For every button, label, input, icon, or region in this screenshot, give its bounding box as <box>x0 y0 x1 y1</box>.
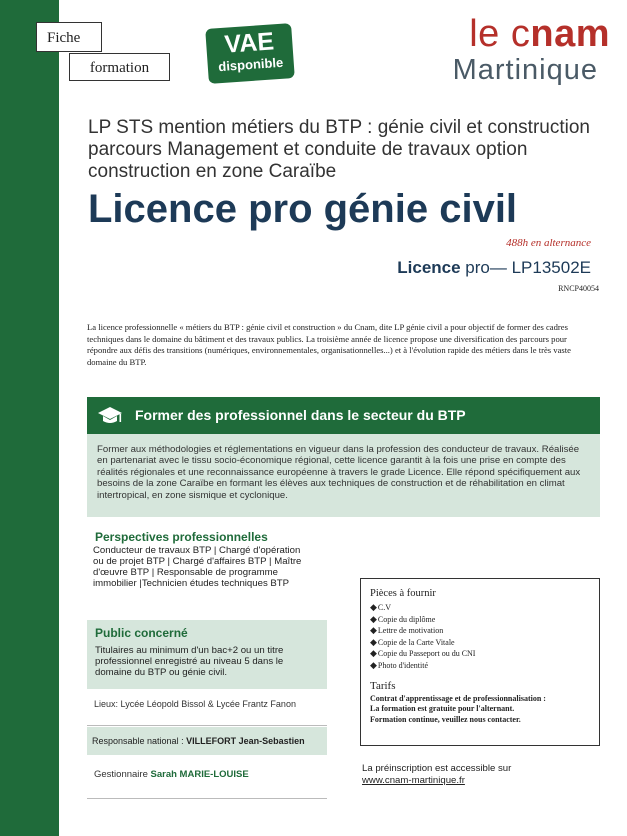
perspectives-text: Conducteur de travaux BTP | Chargé d'opération ou de projet BTP | Chargé d'affaires BTP | Maître d'œuvre BTP | Responsable de programme immobilier |Technicien études techniques BTP <box>93 545 302 589</box>
list-item-label: Photo d'identité <box>377 660 429 670</box>
list-item <box>370 625 590 637</box>
lieux-text: Lieux: Lycée Léopold Bissol & Lycée Frantz Fanon <box>87 693 327 726</box>
list-item <box>370 660 590 672</box>
vae-badge <box>205 23 295 84</box>
diploma-code-bold: Licence <box>397 258 461 277</box>
perspectives-title: Perspectives professionnelles <box>95 530 268 544</box>
section-title: Former des professionnel dans le secteur du BTP <box>135 407 466 423</box>
tarifs-line: Formation continue, veuillez nous contacter. <box>370 715 521 725</box>
preinscription-text: La préinscription est accessible sur <box>362 763 512 774</box>
diamond-bullet-icon: ◆ <box>370 659 377 670</box>
cnam-logo-region: Martinique <box>452 54 598 86</box>
graduation-cap-icon <box>97 406 123 426</box>
green-sidebar <box>0 0 59 836</box>
list-item-label: Lettre de motivation <box>377 626 444 636</box>
gestionnaire-label: Gestionnaire <box>94 769 151 780</box>
website-link[interactable]: www.cnam-martinique.fr <box>362 774 465 786</box>
vae-badge-subtitle: disponible <box>217 54 284 75</box>
tarifs-title: Tarifs <box>370 679 396 692</box>
diamond-bullet-icon: ◆ <box>370 648 377 659</box>
list-item-label: Copie du diplôme <box>377 614 436 624</box>
intro-paragraph: La licence professionnelle « métiers du BTP : génie civil et construction » du Cnam, dite LP génie civil a pour objectif de former des cadres techniques dans le domaine du bâtiment et des travaux publics. La troisième année de licence propose une diversification des parcours pour répondre aux défis des transitions (numériques, environnementales, organisationnelles...) et à l'évolution rapide des métiers dans le très vaste domaine du BTP. <box>87 322 571 367</box>
diamond-bullet-icon: ◆ <box>370 636 377 647</box>
list-item-label: Copie du Passeport ou du CNI <box>377 649 476 659</box>
tarifs-line: La formation est gratuite pour l'alternant. <box>370 704 515 714</box>
logo-nam: nam <box>530 13 610 55</box>
gestionnaire-name: Sarah MARIE-LOUISE <box>150 769 249 780</box>
pieces-title: Pièces à fournir <box>370 588 436 599</box>
diploma-code-rest: pro— LP13502E <box>460 258 591 277</box>
rncp-code: RNCP40054 <box>558 284 599 293</box>
hours-label: 488h en alternance <box>506 237 591 249</box>
fiche-label: Fiche <box>36 22 102 52</box>
gestionnaire-row <box>87 757 327 799</box>
list-item-label: Copie de la Carte Vitale <box>377 637 455 647</box>
vae-badge-title: VAE <box>223 27 275 59</box>
list-item <box>370 602 590 614</box>
pieces-box <box>360 578 600 746</box>
pieces-list <box>370 602 590 672</box>
list-item <box>370 648 590 660</box>
diamond-bullet-icon: ◆ <box>370 602 377 612</box>
public-title: Public concerné <box>95 626 188 640</box>
page-title: Licence pro génie civil <box>88 187 518 231</box>
list-item <box>370 614 590 626</box>
public-box <box>87 620 327 689</box>
section-header <box>87 397 600 434</box>
section-body: Former aux méthodologies et réglementations en vigueur dans la profession des conducteur de travaux. Réalisée en partenariat avec le tissu socio-économique régional, cette licence garantit à la fois une prise en compte des réalités régionales et une reconnaissance européenne à travers le grade Licence. Elle répond spécifiquement aux besoins de la zone Caraïbe en formant les élèves aux techniques de construction et de réhabilitation en climat intertropical, en zone sismique et cyclonique. <box>87 434 600 517</box>
formation-label: formation <box>69 53 170 81</box>
diamond-bullet-icon: ◆ <box>370 613 377 624</box>
list-item <box>370 637 590 649</box>
responsable-row <box>87 727 327 755</box>
responsable-label: Responsable national : <box>92 736 187 746</box>
list-item-label: C.V <box>377 603 392 612</box>
formation-subtitle: LP STS mention métiers du BTP : génie civil et construction parcours Management et conduite de travaux option construction en zone Caraïbe <box>88 117 590 182</box>
diploma-code <box>397 258 591 278</box>
cnam-logo-wordmark <box>430 14 610 54</box>
preinscription-block <box>362 763 511 786</box>
cnam-logo <box>430 14 610 86</box>
public-text: Titulaires au minimum d'un bac+2 ou un titre professionnel enregistré au niveau 5 dans le domaine du BTP ou génie civil. <box>95 645 284 679</box>
tarifs-line: Contrat d'apprentissage et de professionnalisation : <box>370 693 546 703</box>
responsable-name: VILLEFORT Jean-Sebastien <box>186 736 305 746</box>
diamond-bullet-icon: ◆ <box>370 625 377 636</box>
logo-le: le c <box>469 13 531 55</box>
